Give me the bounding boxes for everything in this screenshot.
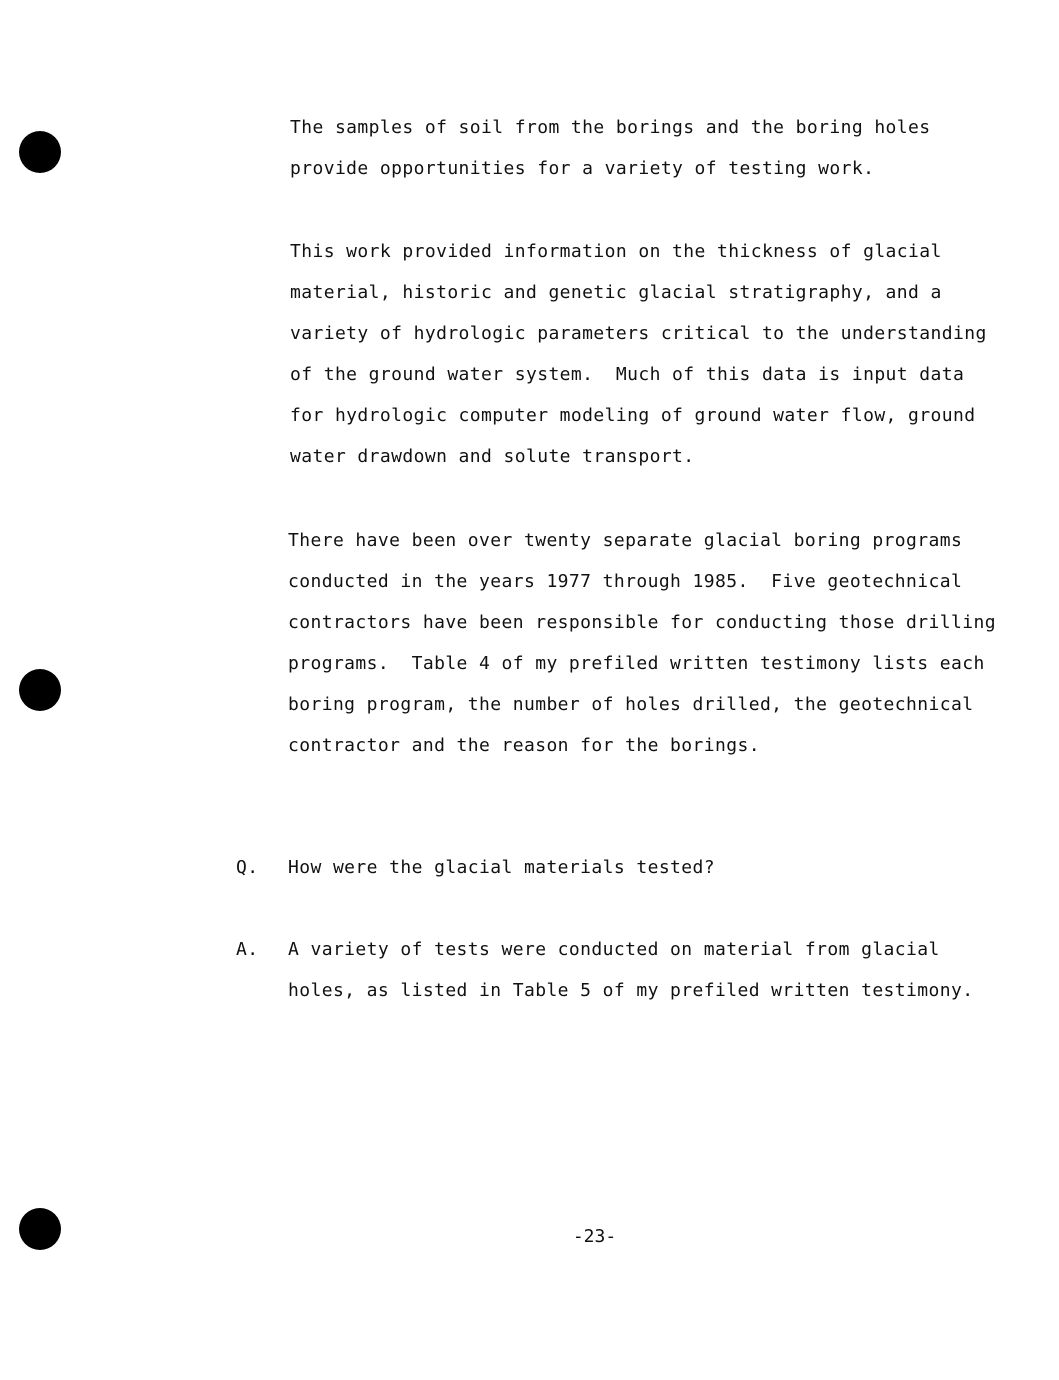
punch-hole bbox=[19, 131, 61, 173]
answer-text bbox=[288, 929, 974, 1011]
text-line: How were the glacial materials tested? bbox=[288, 857, 716, 878]
answer-marker: A. bbox=[236, 939, 259, 960]
text-line: programs. Table 4 of my prefiled written testimony lists each bbox=[288, 653, 985, 674]
paragraph bbox=[288, 520, 996, 766]
text-line: The samples of soil from the borings and the boring holes bbox=[290, 117, 931, 138]
text-line: There have been over twenty separate glacial boring programs bbox=[288, 530, 963, 551]
paragraph bbox=[290, 107, 970, 189]
punch-hole bbox=[19, 669, 61, 711]
text-line: This work provided information on the thickness of glacial bbox=[290, 241, 942, 262]
text-line: holes, as listed in Table 5 of my prefiled written testimony. bbox=[288, 980, 974, 1001]
page-number: -23- bbox=[572, 1226, 617, 1247]
text-line: contractor and the reason for the borings. bbox=[288, 735, 760, 756]
text-line: boring program, the number of holes drilled, the geotechnical bbox=[288, 694, 974, 715]
question-text bbox=[288, 847, 968, 888]
text-line: conducted in the years 1977 through 1985. Five geotechnical bbox=[288, 571, 963, 592]
text-line: variety of hydrologic parameters critical to the understanding bbox=[290, 323, 987, 344]
text-line: provide opportunities for a variety of testing work. bbox=[290, 158, 875, 179]
text-line: material, historic and genetic glacial stratigraphy, and a bbox=[290, 282, 942, 303]
text-line: for hydrologic computer modeling of ground water flow, ground bbox=[290, 405, 976, 426]
text-line: water drawdown and solute transport. bbox=[290, 446, 695, 467]
question-marker: Q. bbox=[236, 857, 259, 878]
text-line: contractors have been responsible for conducting those drilling bbox=[288, 612, 996, 633]
text-line: A variety of tests were conducted on material from glacial bbox=[288, 939, 940, 960]
text-line: of the ground water system. Much of this data is input data bbox=[290, 364, 965, 385]
paragraph bbox=[290, 231, 987, 477]
